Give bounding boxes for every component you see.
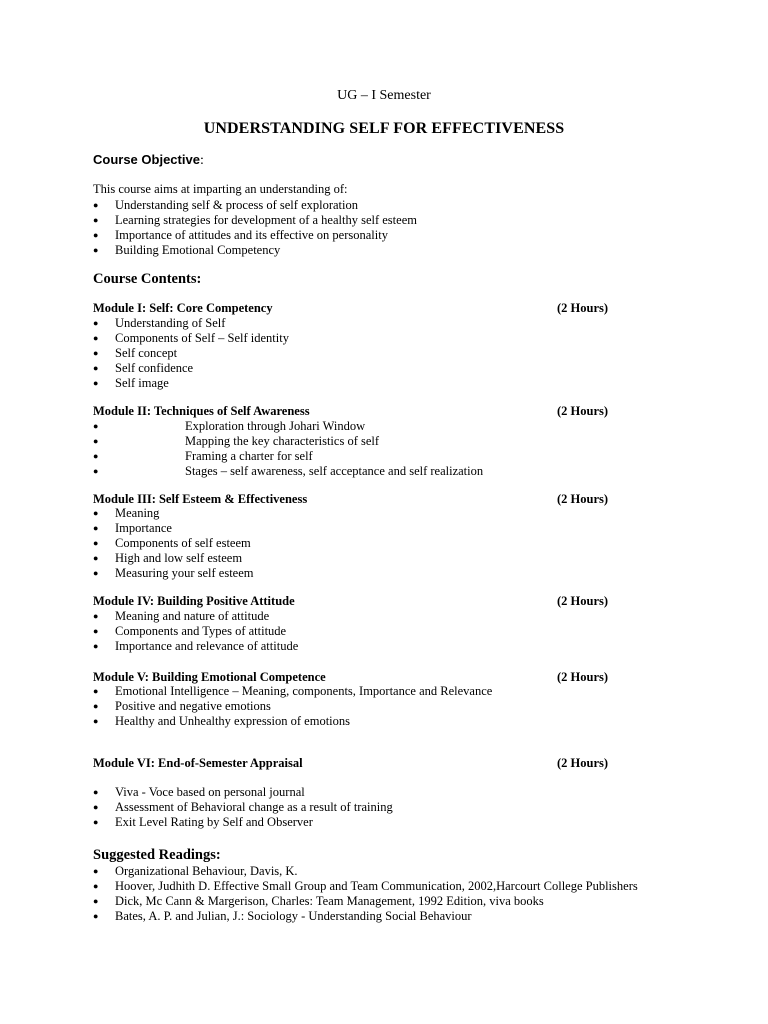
module-heading [93,301,613,316]
bullet-icon: ● [93,245,99,255]
module-hours: (2 Hours) [557,404,609,418]
course-objective-heading [93,152,204,169]
bullet-icon: ● [93,787,99,797]
module-title: Module VI: End-of-Semester Appraisal [93,756,303,770]
course-contents-heading: Course Contents: [93,271,202,287]
bullet-icon: ● [93,866,99,876]
bullet-icon: ● [93,215,99,225]
module-title: Module II: Techniques of Self Awareness [93,404,310,418]
bullet-icon: ● [93,896,99,906]
module-title: Module I: Self: Core Competency [93,301,273,315]
objective-intro: This course aims at imparting an understanding of: [93,182,348,196]
bullet-icon: ● [93,641,99,651]
bullet-icon: ● [93,538,99,548]
bullet-icon: ● [93,436,99,446]
module-heading [93,404,613,419]
module-hours: (2 Hours) [557,756,609,770]
bullet-icon: ● [93,611,99,621]
module-heading [93,594,613,609]
bullet-icon: ● [93,553,99,563]
document-page: UG – I Semester UNDERSTANDING SELF FOR EFFECTIVENESS Course Objective: This course aims at imparting an understanding of: ● Understanding self & process of self exploration ● Learning strategies for development of a healthy self esteem ● Importance of attitudes and its effective on personality ● Building Emotional Competency Course Contents: Module I: Self: Core Competency (2 Hours) ● Understanding of Self ● Components of Self – Self identity ● Self concept ● Self confidence ● Self image Module II: Techniques of Self Awareness (2 Hours) ● Exploration through Johari Window ● Mapping the key characteristics of self ● Framing a charter for self ● Stages – self awareness, self acceptance and self realization Module III: Self Esteem & Effectiveness (2 Hours) ● Meaning ● Importance ● Components of self esteem ● High and low self esteem ● Measuring your self esteem Module IV: Building Positive Attitude (2 Hours) ● Meaning and nature of attitude ● Components and Types of attitude ● Importance and relevance of attitude Module V: Building Emotional Competence (2 Hours) ● Emotional Intelligence – Meaning, components, Importance and Relevance ● Positive and negative emotions ● Healthy and Unhealthy expression of emotions Module VI: End-of-Semester Appraisal (2 Hours) ● Viva - Voce based on personal journal ● Assessment of Behavioral change as a result of training ● Exit Level Rating by Self and Observer Suggested Readings: ● Organizational Behaviour, Davis, K. ● Hoover, Judhith D. Effective Small Group and Team Communication, 2002,Harcourt College Publishers ● Dick, Mc Cann & Margerison, Charles: Team Management, 1992 Edition, viva books ● Bates, A. P. and Julian, J.: Sociology - Understanding Social Behaviour [0,0,768,1024]
bullet-icon: ● [93,421,99,431]
module-title: Module V: Building Emotional Competence [93,670,326,684]
module-title: Module III: Self Esteem & Effectiveness [93,492,308,506]
bullet-icon: ● [93,701,99,711]
bullet-icon: ● [93,626,99,636]
bullet-icon: ● [93,508,99,518]
bullet-icon: ● [93,911,99,921]
bullet-icon: ● [93,318,99,328]
bullet-icon: ● [93,881,99,891]
module-hours: (2 Hours) [557,492,609,506]
bullet-icon: ● [93,378,99,388]
bullet-icon: ● [93,363,99,373]
course-objective-colon: : [199,153,204,168]
bullet-icon: ● [93,466,99,476]
bullet-icon: ● [93,200,99,210]
bullet-icon: ● [93,333,99,343]
semester-label: UG – I Semester [337,88,431,103]
bullet-icon: ● [93,230,99,240]
bullet-icon: ● [93,802,99,812]
module-heading [93,492,613,507]
course-title: UNDERSTANDING SELF FOR EFFECTIVENESS [203,120,565,137]
module-hours: (2 Hours) [557,670,609,684]
module-heading [93,756,613,771]
course-objective-label: Course Objective [93,152,200,167]
bullet-icon: ● [93,817,99,827]
bullet-icon: ● [93,348,99,358]
bullet-icon: ● [93,451,99,461]
module-heading [93,670,613,685]
bullet-icon: ● [93,716,99,726]
module-hours: (2 Hours) [557,301,609,315]
bullet-icon: ● [93,686,99,696]
module-title: Module IV: Building Positive Attitude [93,594,295,608]
module-hours: (2 Hours) [557,594,609,608]
bullet-icon: ● [93,568,99,578]
suggested-readings-heading: Suggested Readings: [93,847,221,863]
bullet-icon: ● [93,523,99,533]
